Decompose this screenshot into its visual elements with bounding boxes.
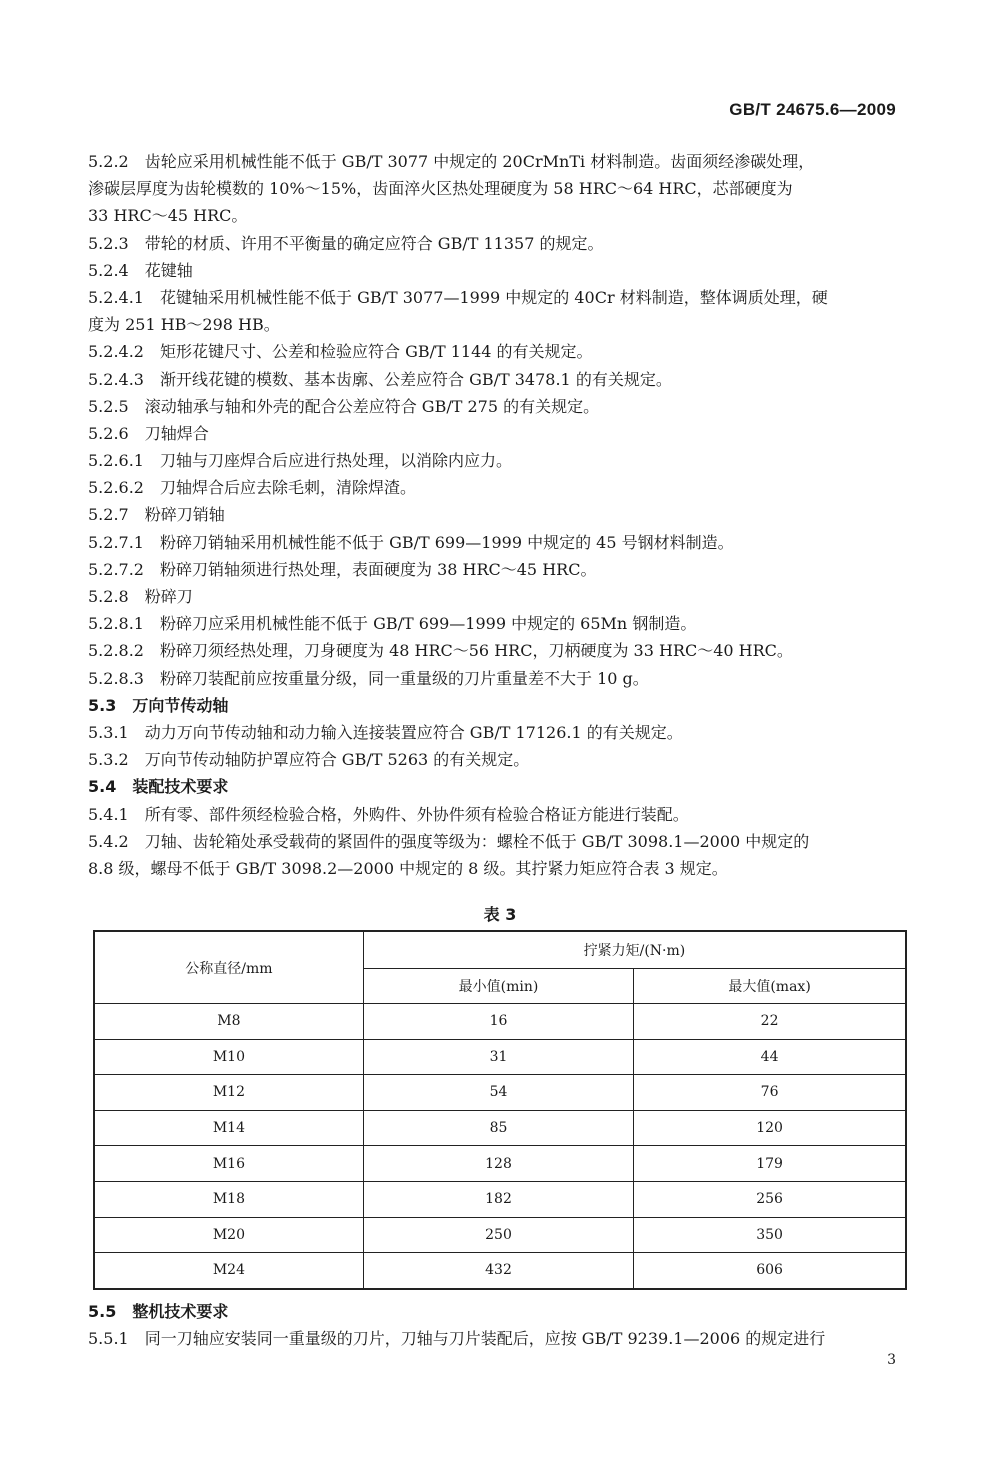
text-line: 5.2.4.1 花键轴采用机械性能不低于 GB/T 3077—1999 中规定的 40Cr 材料制造，整体调质处理，硬 [88, 287, 828, 307]
header-min: 最小值(min) [363, 969, 633, 1004]
header-diameter: 公称直径/mm [94, 931, 363, 1004]
text-line: 度为 251 HB～298 HB。 [88, 315, 280, 335]
cell-diameter: M14 [94, 1110, 363, 1146]
cell-max: 256 [634, 1181, 906, 1217]
text-line: 33 HRC～45 HRC。 [88, 206, 248, 226]
text-line: 5.5.1 同一刀轴应安装同一重量级的刀片，刀轴与刀片装配后，应按 GB/T 9239.1—2006 的规定进行 [88, 1329, 826, 1349]
table-row [94, 1110, 906, 1146]
text-line: 5.2.8 粉碎刀 [88, 587, 193, 606]
cell-diameter: M16 [94, 1146, 363, 1182]
header-torque: 拧紧力矩/(N·m) [363, 931, 906, 969]
text-line: 5.2.5 滚动轴承与轴和外壳的配合公差应符合 GB/T 275 的有关规定。 [88, 396, 600, 416]
text-line: 5.2.6 刀轴焊合 [88, 423, 209, 443]
cell-diameter: M12 [94, 1075, 363, 1111]
standard-code-header: GB/T 24675.6—2009 [729, 100, 896, 119]
table-title: 表 3 [483, 905, 517, 924]
cell-max: 44 [634, 1039, 906, 1075]
section-heading: 5.5 整机技术要求 [88, 1302, 229, 1321]
cell-max: 22 [634, 1004, 906, 1040]
text-line: 5.2.7 粉碎刀销轴 [88, 505, 225, 525]
text-line: 5.2.8.2 粉碎刀须经热处理，刀身硬度为 48 HRC～56 HRC，刀柄硬度为 33 HRC～40 HRC。 [88, 641, 793, 661]
cell-diameter: M8 [94, 1004, 363, 1040]
table-row [94, 1075, 906, 1111]
page-number: 3 [887, 1352, 896, 1368]
cell-min: 182 [363, 1181, 633, 1217]
cell-max: 606 [634, 1253, 906, 1289]
cell-diameter: M18 [94, 1181, 363, 1217]
cell-min: 128 [363, 1146, 633, 1182]
text-line: 5.2.3 带轮的材质、许用不平衡量的确定应符合 GB/T 11357 的规定。 [88, 233, 604, 253]
text-line: 5.2.7.2 粉碎刀销轴须进行热处理，表面硬度为 38 HRC～45 HRC。 [88, 559, 597, 579]
after-table-text [88, 1298, 910, 1352]
text-line: 5.2.8.3 粉碎刀装配前应按重量分级，同一重量级的刀片重量差不大于 10 g。 [88, 668, 649, 688]
cell-min: 85 [363, 1110, 633, 1146]
text-line: 5.2.4 花键轴 [88, 260, 193, 280]
text-line: 5.2.8.1 粉碎刀应采用机械性能不低于 GB/T 699—1999 中规定的 65Mn 钢制造。 [88, 614, 697, 634]
header-max: 最大值(max) [634, 969, 906, 1004]
text-line: 5.3.2 万向节传动轴防护罩应符合 GB/T 5263 的有关规定。 [88, 750, 530, 770]
section-heading: 5.4 装配技术要求 [88, 777, 229, 797]
text-line: 5.2.4.2 矩形花键尺寸、公差和检验应符合 GB/T 1144 的有关规定。 [88, 342, 593, 362]
body-text [88, 148, 910, 882]
text-line: 渗碳层厚度为齿轮模数的 10%～15%，齿面淬火区热处理硬度为 58 HRC～64 HRC，芯部硬度为 [88, 179, 793, 199]
torque-table [93, 930, 907, 1290]
cell-min: 31 [363, 1039, 633, 1075]
cell-max: 179 [634, 1146, 906, 1182]
text-line: 5.4.2 刀轴、齿轮箱处承受载荷的紧固件的强度等级为：螺栓不低于 GB/T 3098.1—2000 中规定的 [88, 831, 810, 851]
text-line: 5.2.4.3 渐开线花键的模数、基本齿廓、公差应符合 GB/T 3478.1 的有关规定。 [88, 369, 672, 389]
text-line: 5.2.6.1 刀轴与刀座焊合后应进行热处理，以消除内应力。 [88, 451, 512, 471]
cell-min: 432 [363, 1253, 633, 1289]
cell-max: 76 [634, 1075, 906, 1111]
table-row [94, 1217, 906, 1253]
table-body [94, 1004, 906, 1289]
cell-min: 250 [363, 1217, 633, 1253]
text-line: 8.8 级，螺母不低于 GB/T 3098.2—2000 中规定的 8 级。其拧紧力矩应符合表 3 规定。 [88, 858, 728, 878]
cell-diameter: M20 [94, 1217, 363, 1253]
text-line: 5.2.7.1 粉碎刀销轴采用机械性能不低于 GB/T 699—1999 中规定的 45 号钢材料制造。 [88, 532, 734, 552]
cell-diameter: M10 [94, 1039, 363, 1075]
text-line: 5.4.1 所有零、部件须经检验合格，外购件、外协件须有检验合格证方能进行装配。 [88, 804, 689, 824]
cell-diameter: M24 [94, 1253, 363, 1289]
table-row [94, 1004, 906, 1040]
cell-max: 120 [634, 1110, 906, 1146]
cell-min: 16 [363, 1004, 633, 1040]
table-row [94, 1039, 906, 1075]
text-line: 5.2.2 齿轮应采用机械性能不低于 GB/T 3077 中规定的 20CrMnTi 材料制造。齿面须经渗碳处理， [88, 152, 815, 171]
text-line: 5.3.1 动力万向节传动轴和动力输入连接装置应符合 GB/T 17126.1 的有关规定。 [88, 722, 683, 742]
text-line: 5.2.6.2 刀轴焊合后应去除毛刺，清除焊渣。 [88, 478, 416, 498]
table-row [94, 1253, 906, 1289]
cell-max: 350 [634, 1217, 906, 1253]
cell-min: 54 [363, 1075, 633, 1111]
section-heading: 5.3 万向节传动轴 [88, 695, 229, 715]
table-row [94, 1181, 906, 1217]
table-row [94, 1146, 906, 1182]
